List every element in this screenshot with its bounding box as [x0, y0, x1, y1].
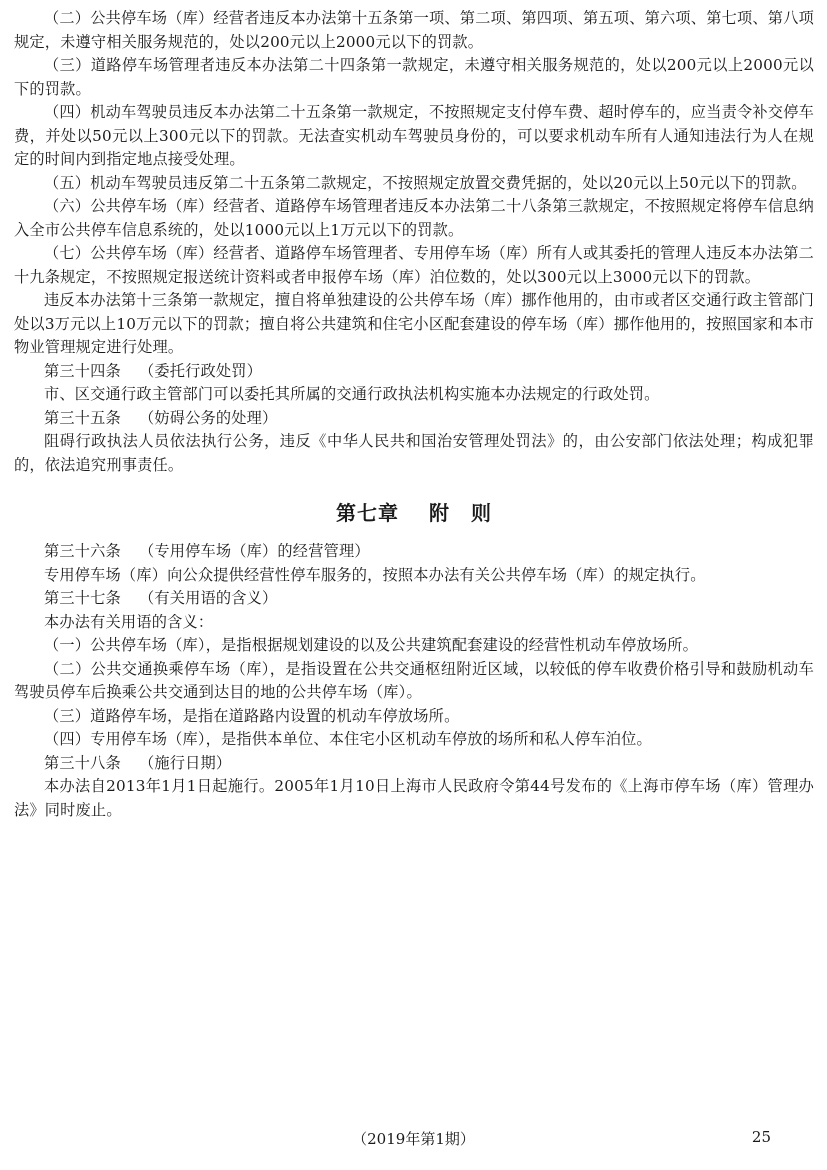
paragraph-item-4: （四）机动车驾驶员违反本办法第二十五条第一款规定，不按照规定支付停车费、超时停车的，应当责令补交停车费，并处以50元以上300元以下的罚款。无法查实机动车驾驶员身份的，可以要求机动车所有人通知违法行为人在规定的时间内到指定地点接受处理。 [14, 103, 814, 168]
article-37-title: （有关用语的含义） [138, 589, 278, 607]
chapter-heading [14, 497, 814, 526]
article-36-number: 第三十六条 [44, 542, 121, 560]
paragraph-item-7: （七）公共停车场（库）经营者、道路停车场管理者、专用停车场（库）所有人或其委托的管理人违反本办法第二十九条规定，不按照规定报送统计资料或者申报停车场（库）泊位数的，处以300元以上3000元以下的罚款。 [14, 244, 814, 286]
article-37-number: 第三十七条 [44, 589, 121, 607]
article-35-heading [14, 407, 814, 431]
article-35-title: （妨碍公务的处理） [138, 408, 278, 427]
document-body [14, 7, 814, 822]
article-34-heading [14, 360, 814, 384]
article-37-heading [14, 587, 814, 611]
article-35-body: 阻碍行政执法人员依法执行公务，违反《中华人民共和国治安管理处罚法》的，由公安部门依法处理；构成犯罪的，依法追究刑事责任。 [14, 432, 814, 474]
article-38-body: 本办法自2013年1月1日起施行。2005年1月10日上海市人民政府令第44号发布的《上海市停车场（库）管理办法》同时废止。 [14, 777, 814, 819]
article-38-title: （施行日期） [138, 753, 232, 772]
article-38-number: 第三十八条 [44, 753, 121, 772]
paragraph-item-5: （五）机动车驾驶员违反第二十五条第二款规定，不按照规定放置交费凭据的，处以20元以上50元以下的罚款。 [44, 173, 807, 192]
article-35-number: 第三十五条 [44, 408, 121, 427]
issue-label: （2019年第1期） [352, 1130, 475, 1148]
definition-item-4: （四）专用停车场（库），是指供本单位、本住宅小区机动车停放的场所和私人停车泊位。 [44, 730, 652, 748]
paragraph-item-2: （二）公共停车场（库）经营者违反本办法第十五条第一项、第二项、第四项、第五项、第六项、第七项、第八项规定，未遵守相关服务规范的，处以200元以上2000元以下的罚款。 [14, 9, 814, 51]
definition-item-2: （二）公共交通换乘停车场（库），是指设置在公共交通枢纽附近区域，以较低的停车收费价格引导和鼓励机动车驾驶员停车后换乘公共交通到达目的地的公共停车场（库）。 [14, 659, 814, 701]
definition-item-3: （三）道路停车场，是指在道路路内设置的机动车停放场所。 [44, 706, 460, 725]
article-36-heading [14, 540, 814, 564]
chapter-number: 第七章 [336, 501, 399, 525]
article-37-intro: 本办法有关用语的含义： [44, 612, 214, 631]
paragraph-item-3: （三）道路停车场管理者违反本办法第二十四条第一款规定，未遵守相关服务规范的，处以200元以上2000元以下的罚款。 [14, 56, 814, 98]
article-34-body: 市、区交通行政主管部门可以委托其所属的交通行政执法机构实施本办法规定的行政处罚。 [44, 385, 660, 403]
article-34-title: （委托行政处罚） [138, 361, 263, 380]
definition-item-1: （一）公共停车场（库），是指根据规划建设的以及公共建筑配套建设的经营性机动车停放场所。 [44, 636, 699, 654]
article-36-body: 专用停车场（库）向公众提供经营性停车服务的，按照本办法有关公共停车场（库）的规定执行。 [44, 565, 706, 584]
chapter-title: 附 则 [429, 501, 492, 525]
article-38-heading [14, 752, 814, 776]
paragraph-item-6: （六）公共停车场（库）经营者、道路停车场管理者违反本办法第二十八条第三款规定，不按照规定将停车信息纳入全市公共停车信息系统的，处以1000元以上1万元以下的罚款。 [14, 197, 814, 239]
article-36-title: （专用停车场（库）的经营管理） [138, 542, 370, 560]
page-number: 25 [751, 1128, 771, 1146]
paragraph-article13-violation: 违反本办法第十三条第一款规定，擅自将单独建设的公共停车场（库）挪作他用的，由市或者区交通行政主管部门处以3万元以上10万元以下的罚款；擅自将公共建筑和住宅小区配套建设的停车场（库）挪作他用的，按照国家和本市物业管理规定进行处理。 [14, 291, 814, 356]
article-34-number: 第三十四条 [44, 361, 121, 380]
